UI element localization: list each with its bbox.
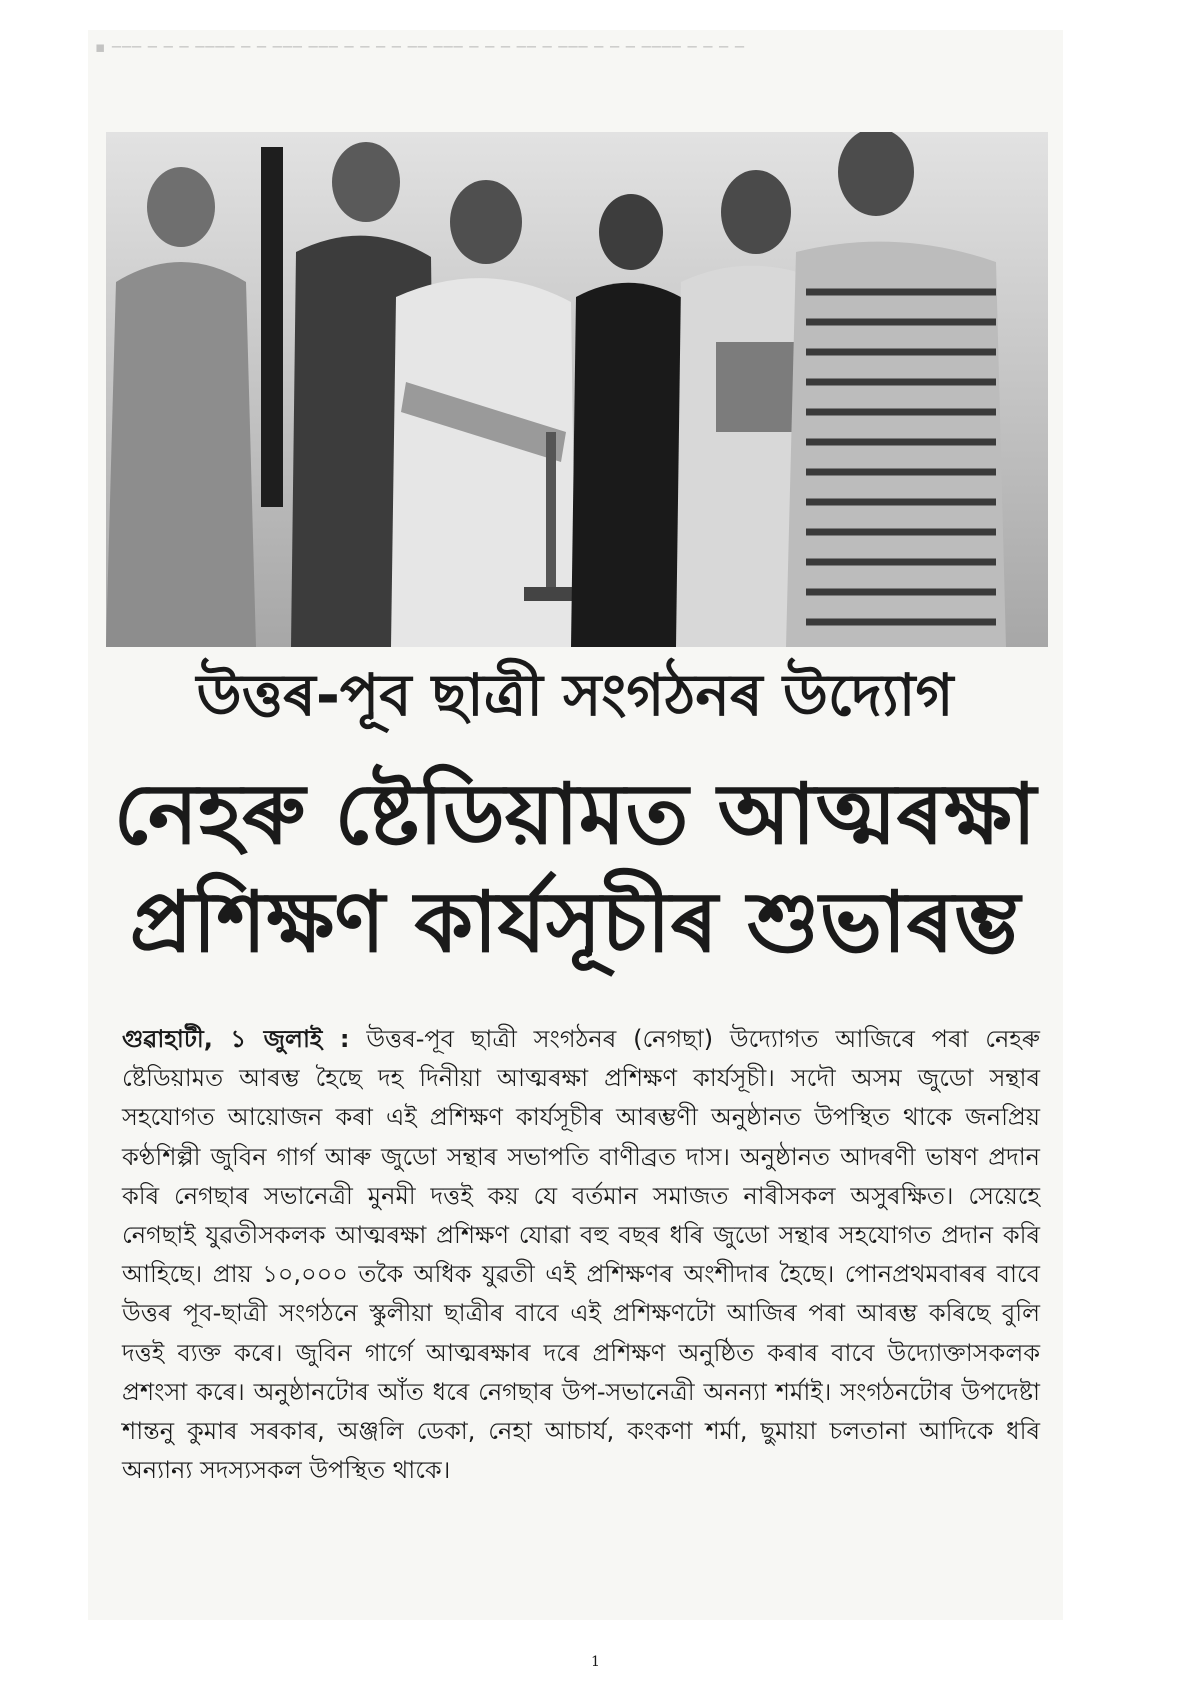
article-text: উত্তৰ-পূব ছাত্ৰী সংগঠনৰ (নেগছা) উদ্যোগত আজিৰে পৰা নেহৰু ষ্টেডিয়ামত আৰম্ভ হৈছে দহ দিনীয়া আত্মৰক্ষা প্ৰশিক্ষণ কাৰ্যসূচী। সদৌ অসম জুডো সন্থাৰ সহযোগত আয়োজন কৰা এই প্ৰশিক্ষণ কাৰ্যসূচীৰ আৰম্ভণী অনুষ্ঠানত উপস্থিত থাকে জনপ্ৰিয় কণ্ঠশিল্পী জুবিন গাৰ্গ আৰু জুডো সন্থাৰ সভাপতি বাণীব্ৰত দাস। অনুষ্ঠানত আদৰণী ভাষণ প্ৰদান কৰি নেগছাৰ সভানেত্ৰী মুনমী দত্তই কয় যে বৰ্তমান সমাজত নাৰীসকল অসুৰক্ষিত। সেয়েহে নেগছাই যুৱতীসকলক আত্মৰক্ষা প্ৰশিক্ষণ যোৱা বহু বছৰ ধৰি জুডো সন্থাৰ সহযোগত প্ৰদান কৰি আহিছে। প্ৰায় ১০,০০০ তকৈ অধিক যুৱতী এই প্ৰশিক্ষণৰ অংশীদাৰ হৈছে। পোনপ্ৰথমবাৰৰ বাবে উত্তৰ পূব-ছাত্ৰী সংগঠনে স্কুলীয়া ছাত্ৰীৰ বাবে এই প্ৰশিক্ষণটো আজিৰ পৰা আৰম্ভ কৰিছে বুলি দত্তই ব্যক্ত কৰে। জুবিন গাৰ্গে আত্মৰক্ষাৰ দৰে প্ৰশিক্ষণ অনুষ্ঠিত কৰাৰ বাবে উদ্যোক্তাসকলক প্ৰশংসা কৰে। অনুষ্ঠানটোৰ আঁত ধৰে নেগছাৰ উপ-সভানেত্ৰী অনন্যা শৰ্মাই। সংগঠনটোৰ উপদেষ্টা শান্তনু কুমাৰ সৰকাৰ, অঞ্জলি ডেকা, নেহা আচাৰ্য, কংকণা শৰ্মা, ছুমায়া চলতানা আদিকে ধৰি অন্যান্য সদস্যসকল উপস্থিত থাকে। (122, 1025, 1040, 1485)
news-photo (106, 132, 1048, 647)
article-body (122, 1020, 1040, 1490)
headline-line-2: প্ৰশিক্ষণ কাৰ্যসূচীৰ শুভাৰম্ভ (129, 873, 1021, 971)
headline-line-1: নেহৰু ষ্টেডিয়ামত আত্মৰক্ষা (113, 765, 1037, 863)
page-number: 1 (591, 1654, 600, 1670)
kicker-heading: উত্তৰ-পূব ছাত্ৰী সংগঠনৰ উদ্যোগ (196, 661, 954, 729)
dateline: গুৱাহাটী, ১ জুলাই : (122, 1025, 350, 1053)
headline (100, 760, 1050, 976)
faded-header-text: ▪ ─── ─ ─ ─ ──── ─ ─ ─── ─── ─ ─ ─ ─ ── ─── ─ ─ ─ ── ─ ─── ─ ─ ─ ──── ─ ─ ─ ─ (95, 38, 745, 56)
